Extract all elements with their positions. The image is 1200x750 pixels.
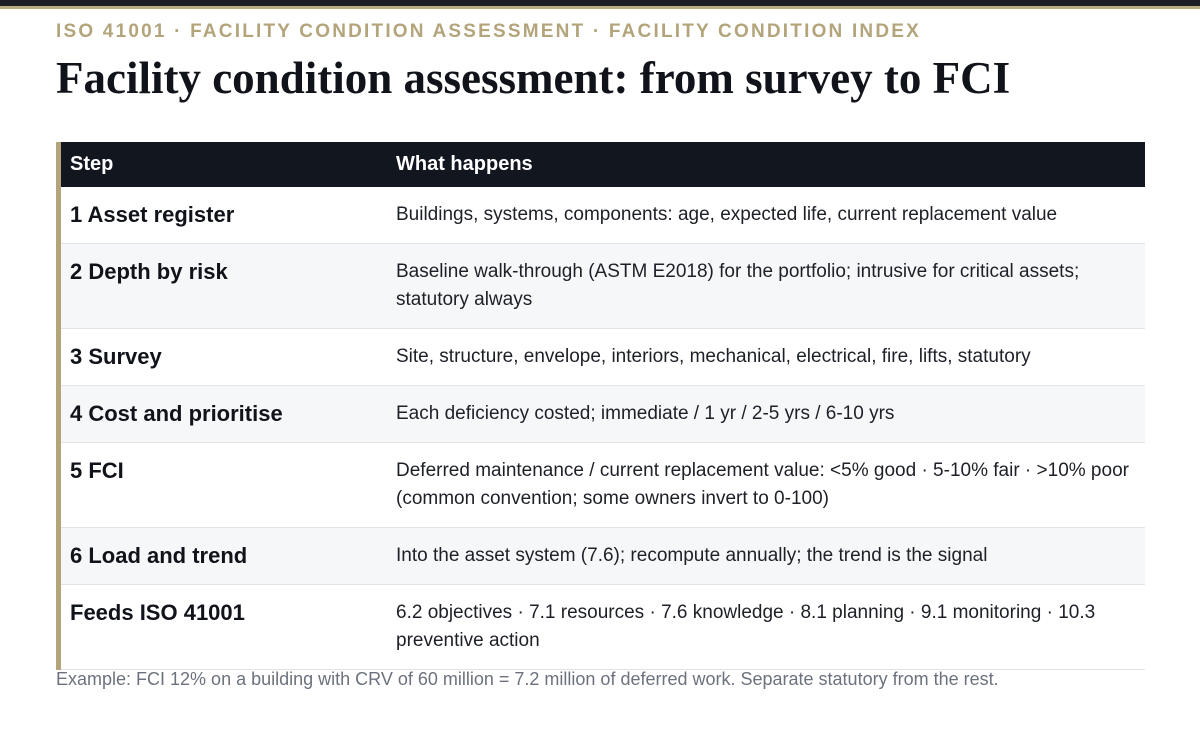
steps-table-container	[56, 142, 1150, 670]
what-happens-cell: 6.2 objectives · 7.1 resources · 7.6 knowledge · 8.1 planning · 9.1 monitoring · 10.3 preventive action	[387, 585, 1145, 670]
what-happens-cell: Site, structure, envelope, interiors, mechanical, electrical, fire, lifts, statutory	[387, 329, 1145, 386]
eyebrow-label: ISO 41001 · FACILITY CONDITION ASSESSMENT · FACILITY CONDITION INDEX	[56, 21, 922, 42]
what-happens-cell: Buildings, systems, components: age, expected life, current replacement value	[387, 187, 1145, 244]
table-row	[61, 386, 1145, 443]
step-cell: 6 Load and trend	[61, 528, 387, 585]
table-row	[61, 528, 1145, 585]
step-cell: 4 Cost and prioritise	[61, 386, 387, 443]
table-row	[61, 329, 1145, 386]
what-happens-cell: Baseline walk-through (ASTM E2018) for the portfolio; intrusive for critical assets; statutory always	[387, 244, 1145, 329]
what-happens-cell: Deferred maintenance / current replacement value: <5% good · 5-10% fair · >10% poor (common convention; some owners invert to 0-100)	[387, 443, 1145, 528]
column-header-what-happens: What happens	[387, 142, 1145, 187]
step-cell: 3 Survey	[61, 329, 387, 386]
step-cell: 5 FCI	[61, 443, 387, 528]
column-header-step: Step	[61, 142, 387, 187]
top-rule-accent	[0, 6, 1200, 9]
step-cell: Feeds ISO 41001	[61, 585, 387, 670]
steps-table	[61, 142, 1145, 670]
table-row	[61, 244, 1145, 329]
footnote: Example: FCI 12% on a building with CRV of 60 million = 7.2 million of deferred work. Separate statutory from the rest.	[56, 669, 999, 689]
page-title: Facility condition assessment: from survey to FCI	[56, 53, 1011, 103]
step-cell: 2 Depth by risk	[61, 244, 387, 329]
table-row	[61, 187, 1145, 244]
what-happens-cell: Into the asset system (7.6); recompute annually; the trend is the signal	[387, 528, 1145, 585]
step-cell: 1 Asset register	[61, 187, 387, 244]
what-happens-cell: Each deficiency costed; immediate / 1 yr / 2-5 yrs / 6-10 yrs	[387, 386, 1145, 443]
table-row	[61, 443, 1145, 528]
table-row	[61, 585, 1145, 670]
table-header-row	[61, 142, 1145, 187]
